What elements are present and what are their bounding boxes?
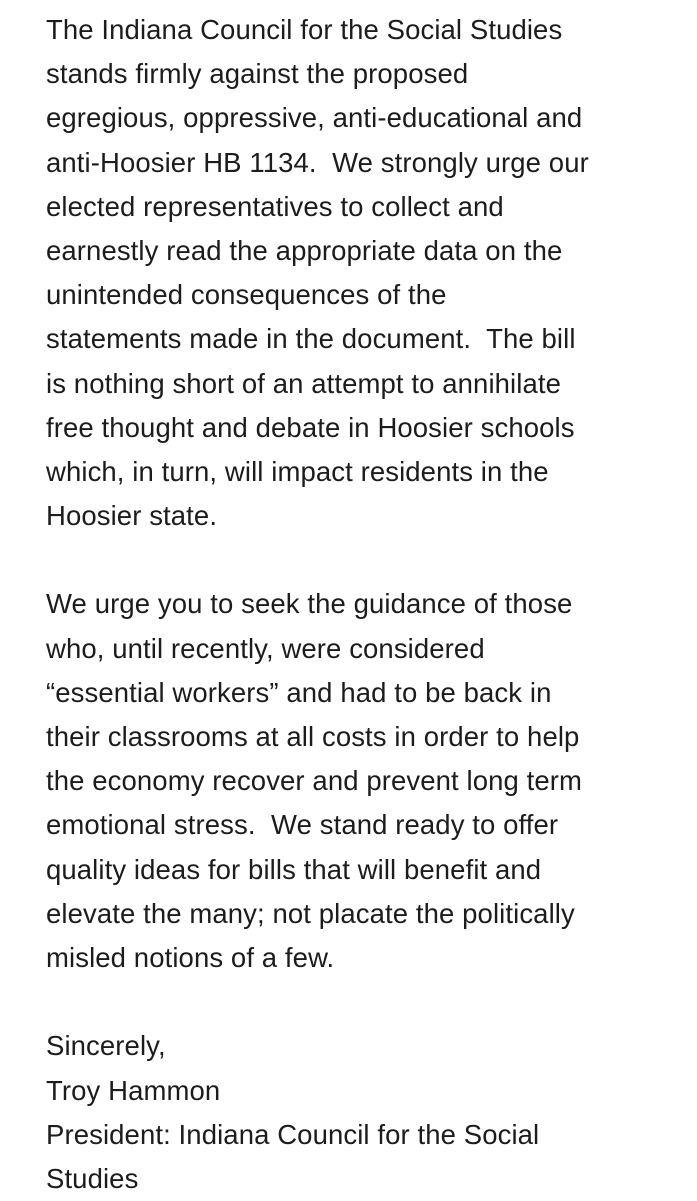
text-line: elected representatives to collect and: [46, 190, 504, 222]
text-line: egregious, oppressive, anti-educational and: [46, 102, 583, 134]
text-line: earnestly read the appropriate data on the: [46, 234, 563, 266]
text-line: elevate the many; not placate the politically: [46, 897, 575, 929]
paragraph-1: [46, 8, 686, 538]
text-line: is nothing short of an attempt to annihilate: [46, 367, 562, 399]
signer-title: Studies: [46, 1162, 139, 1194]
closing: Sincerely,: [46, 1030, 166, 1062]
text-line: stands firmly against the proposed: [46, 58, 469, 90]
paragraph-2: [46, 582, 686, 980]
text-line: anti-Hoosier HB 1134. We strongly urge our: [46, 146, 589, 178]
paragraph-spacer: [46, 980, 686, 1024]
signer-name: Troy Hammon: [46, 1074, 221, 1106]
text-line: free thought and debate in Hoosier schools: [46, 411, 575, 443]
text-line: misled notions of a few.: [46, 941, 335, 973]
signature-block: [46, 1024, 686, 1201]
text-line: “essential workers” and had to be back in: [46, 676, 552, 708]
text-line: emotional stress. We stand ready to offer: [46, 809, 559, 841]
text-line: which, in turn, will impact residents in the: [46, 455, 549, 487]
text-line: the economy recover and prevent long term: [46, 765, 583, 797]
text-line: We urge you to seek the guidance of those: [46, 588, 573, 620]
letter-body: [46, 8, 686, 1201]
text-line: quality ideas for bills that will benefit and: [46, 853, 542, 885]
text-line: Hoosier state.: [46, 500, 218, 532]
text-line: their classrooms at all costs in order to help: [46, 721, 580, 752]
signer-title: President: Indiana Council for the Social: [46, 1118, 540, 1150]
paragraph-spacer: [46, 538, 686, 582]
text-line: unintended consequences of the: [46, 279, 447, 311]
text-line: statements made in the document. The bill: [46, 323, 576, 355]
text-line: who, until recently, were considered: [46, 632, 485, 664]
text-line: The Indiana Council for the Social Studies: [46, 14, 563, 45]
